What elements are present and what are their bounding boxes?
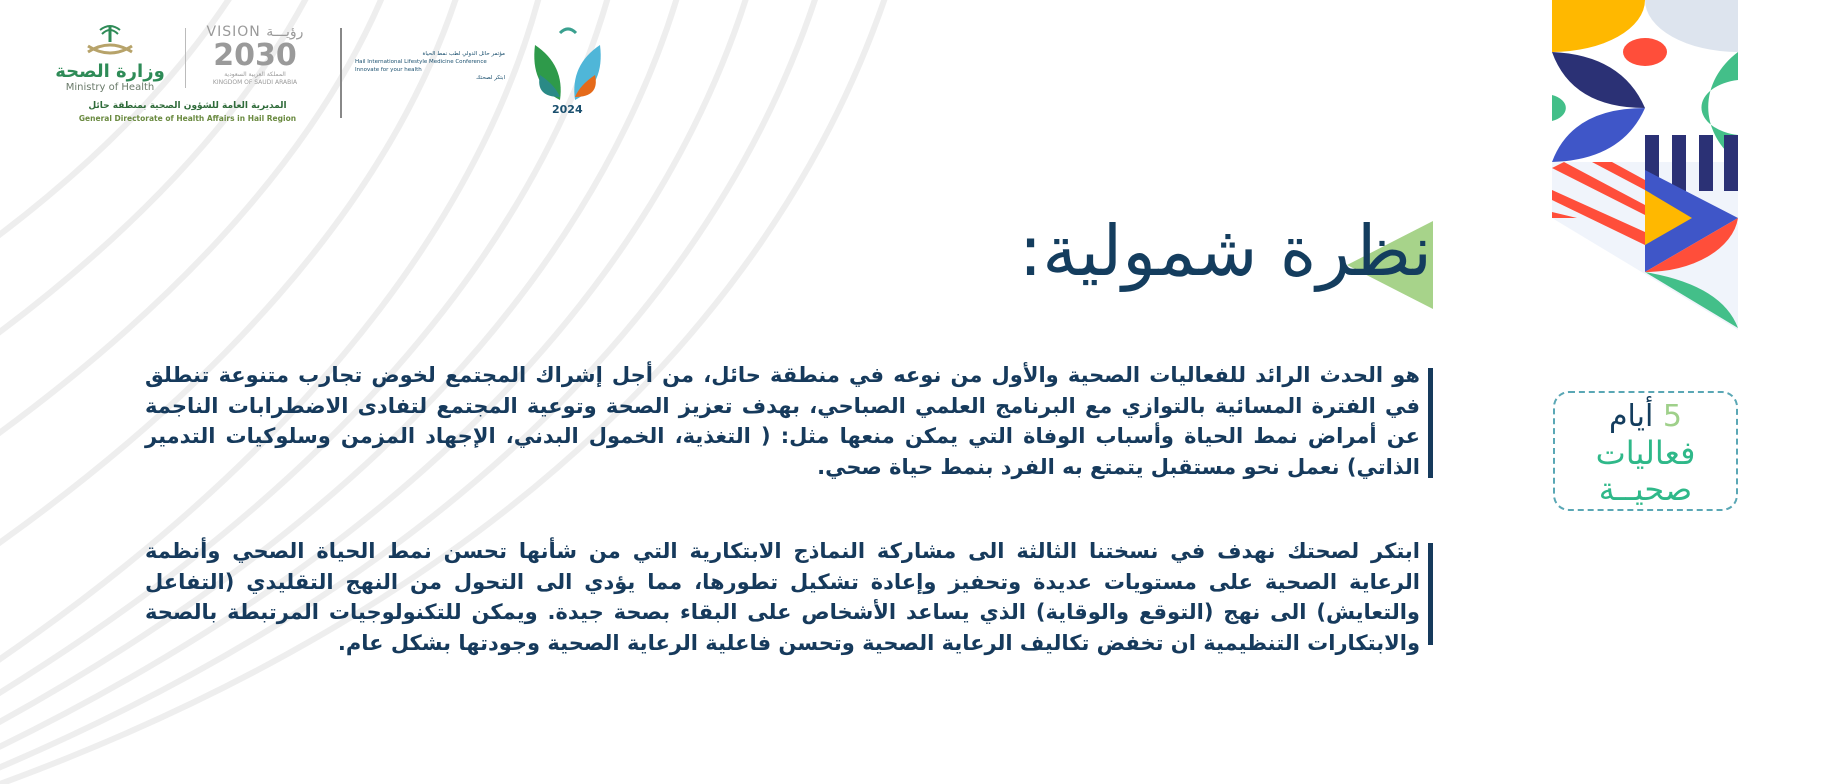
paragraph-accent-bar (1428, 368, 1433, 478)
badge-days: أيام (1608, 399, 1654, 434)
geometric-decoration (1552, 0, 1738, 330)
conference-tagline-en: Innovate for your health (355, 67, 422, 73)
vision-2030-logo (190, 24, 320, 87)
conference-logo-icon (520, 25, 615, 115)
moh-name-en: Ministry of Health (65, 82, 155, 93)
conference-name-en: Hail International Lifestyle Medicine Conference (355, 59, 487, 65)
moh-name-ar: وزارة الصحة (55, 61, 165, 82)
conference-text (355, 50, 505, 82)
innovation-paragraph: ابتكر لصحتك نهدف في نسختنا الثالثة الى مشاركة النماذج الابتكارية التي من شأنها تحسن نمط الحياة الصحي وأنظمة الرعاية الصحية على مستويات عديدة وتحفيز وإعادة تشكيل تطورها، مما يؤدي الى التحول من النهج التقليدي (التفاعل والتعايش) الى نهج (التوقع والوقاية) الذي يساعد الأشخاص على البقاء بصحة جيدة. ويمكن للتكنولوجيات المرتبطة بالصحة والابتكارات التنظيمية ان تخفض تكاليف الرعاية الصحية وتحسن فاعلية الرعاية الصحية وجودتها بشكل عام. (145, 539, 1420, 655)
conference-name-ar: مؤتمر حائل الدولي لطب نمط الحياة (422, 51, 505, 57)
overview-paragraph: هو الحدث الرائد للفعاليات الصحية والأول من نوعه في منطقة حائل، من أجل إشراك المجتمع لخوض تجارب متنوعة تنطلق في الفترة المسائية بالتوازي مع البرنامج العلمي الصباحي، بهدف تعزيز الصحة وتوعية المجتمع لتفادى الاضطرابات الناجمة عن أمراض نمط الحياة وأسباب الوفاة التي يمكن منعها مثل: ( التغذية، الخمول البدني، الإجهاد المزمن وسلوكيات التدمير الذاتي) نعمل نحو مستقبل يتمتع به الفرد بنمط حياة صحي. (145, 363, 1420, 479)
badge-health: صحيــة (1598, 470, 1693, 508)
page-title: نظرة شمولية: (1018, 210, 1432, 292)
header-logos (40, 20, 630, 135)
logo-divider (185, 28, 186, 88)
directorate-name-en: General Directorate of Health Affairs in Hail Region (78, 114, 297, 123)
ministry-of-health-logo (50, 22, 170, 94)
vision-country-en: KINGDOM OF SAUDI ARABIA (212, 79, 298, 86)
directorate-name-ar: المديرية العامة للشؤون الصحية بمنطقة حائل (88, 101, 287, 111)
conference-year: 2024 (552, 103, 583, 115)
conference-tagline-ar: ابتكر لصحتك (476, 75, 505, 81)
badge-number: 5 (1662, 399, 1683, 434)
paragraph-accent-bar (1428, 543, 1433, 645)
vision-label: VISION رؤيـــة (206, 24, 304, 40)
palm-swords-emblem-icon (80, 22, 140, 62)
vision-year: 2030 (213, 38, 297, 73)
five-days-badge (1553, 391, 1738, 511)
vision-country-ar: المملكة العربية السعودية (224, 71, 286, 78)
logo-divider (340, 28, 342, 118)
badge-days-line (1555, 399, 1736, 435)
badge-events: فعاليات (1595, 434, 1696, 472)
